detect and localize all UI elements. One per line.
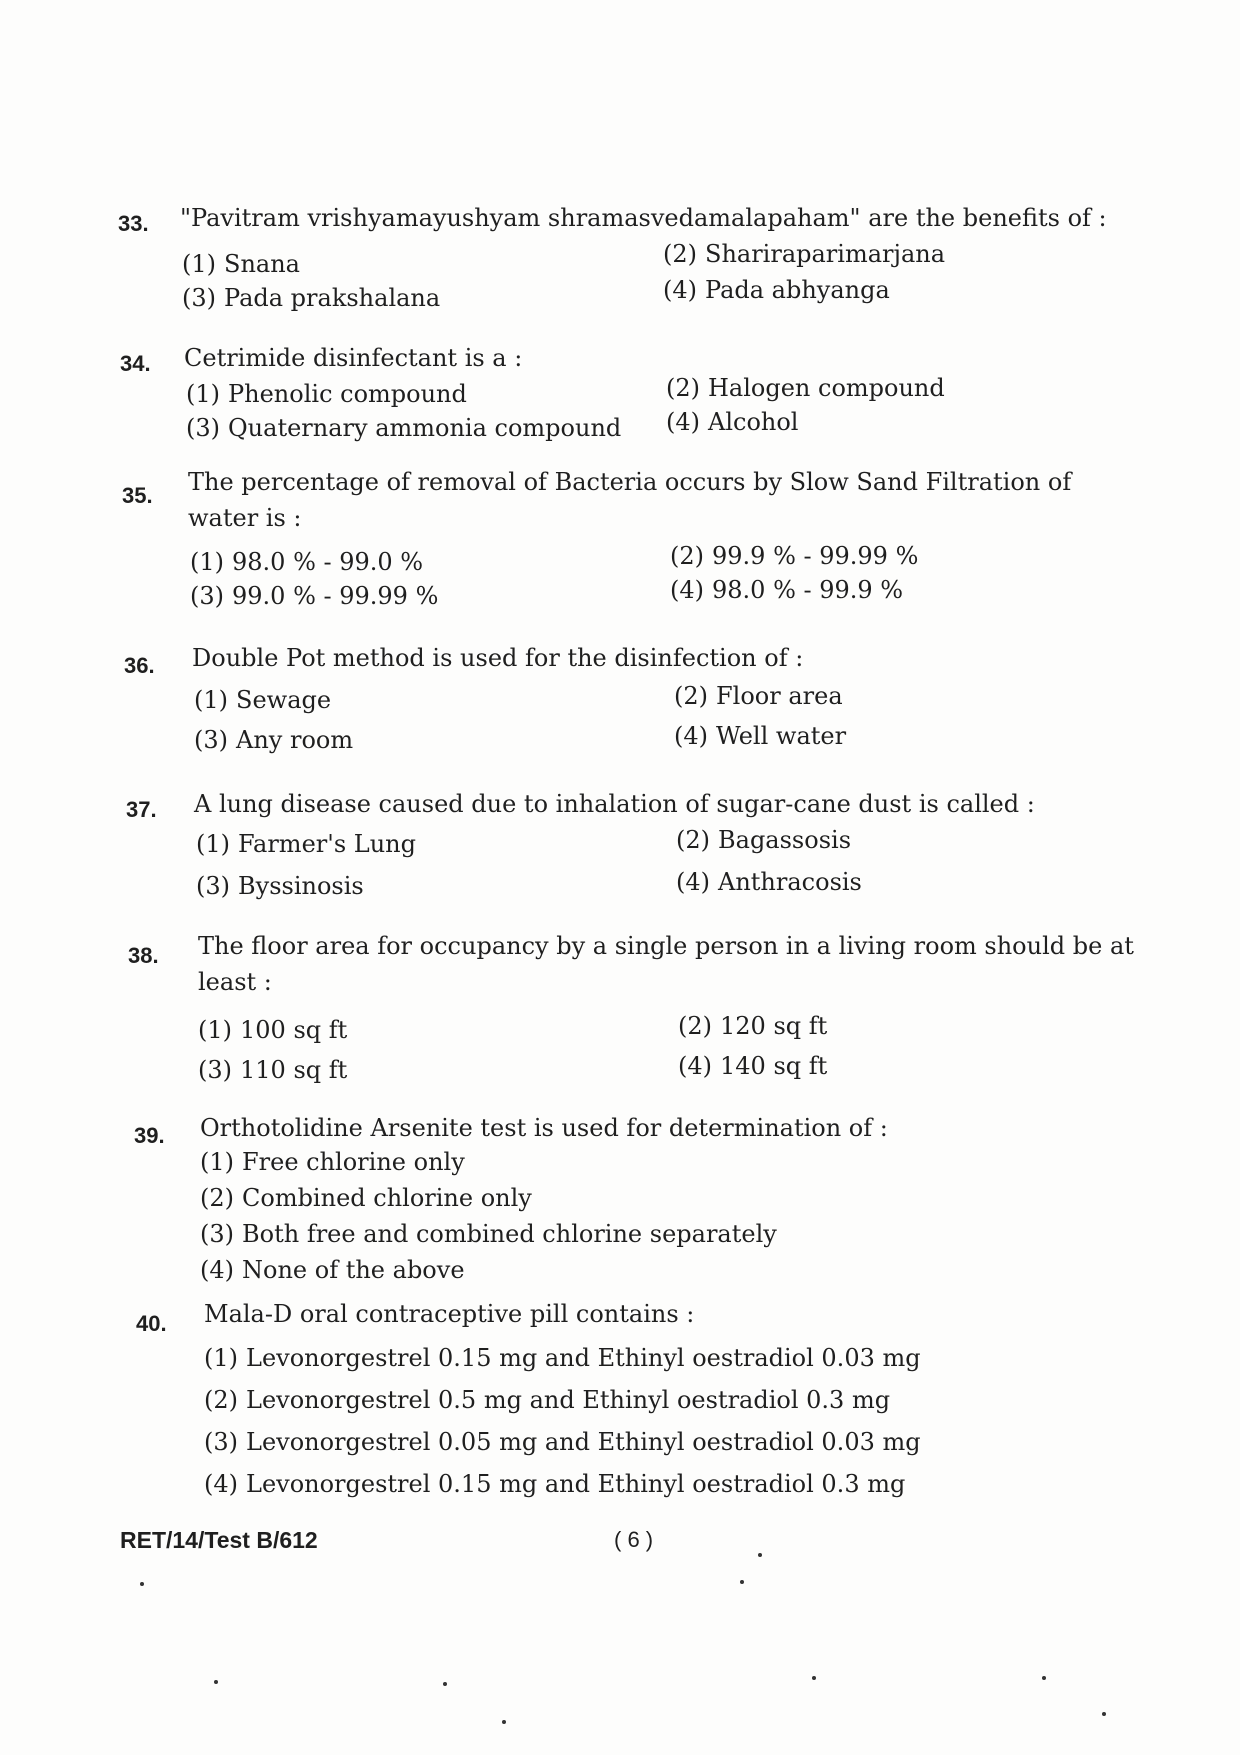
option-text: Halogen compound [708,374,945,402]
exam-code: RET/14/Test B/612 [120,1527,318,1553]
scan-speck [214,1680,218,1684]
option-number: (4) [670,576,704,604]
scan-speck [1042,1676,1046,1680]
option-2 [670,538,918,574]
option-number: (1) [186,380,220,408]
option-2 [666,370,945,406]
option-3 [182,280,440,316]
option-1 [198,1012,347,1048]
option-text: Phenolic compound [228,380,467,408]
option-number: (3) [198,1056,232,1084]
question-number: 40. [136,1311,167,1336]
option-text: Floor area [716,682,843,710]
question-text: A lung disease caused due to inhalation of sugar-cane dust is called : [194,790,1035,818]
scan-speck [812,1676,816,1680]
scan-speck [740,1580,744,1584]
option-number: (1) [194,686,228,714]
option-1 [204,1340,921,1376]
option-3 [190,578,438,614]
option-text: 99.0 % - 99.99 % [232,582,439,610]
option-number: (3) [186,414,220,442]
scan-speck [1102,1712,1106,1716]
option-number: (2) [200,1184,234,1212]
option-number: (4) [676,868,710,896]
scan-speck [140,1582,144,1586]
question-number: 37. [126,797,157,822]
option-text: Any room [236,726,354,754]
question-text: "Pavitram vrishyamayushyam shramasvedamalapaham" are the benefits of : [180,204,1107,232]
option-number: (2) [676,826,710,854]
option-number: (1) [200,1148,234,1176]
option-text: Combined chlorine only [242,1184,532,1212]
option-3 [200,1216,777,1252]
option-2 [663,236,945,272]
option-number: (4) [663,276,697,304]
option-number: (2) [663,240,697,268]
question-number: 38. [128,943,159,968]
option-number: (1) [198,1016,232,1044]
option-1 [190,544,423,580]
option-3 [194,722,353,758]
option-4 [674,718,846,754]
option-text: 120 sq ft [720,1012,828,1040]
option-number: (4) [200,1256,234,1284]
option-1 [196,826,416,862]
option-3 [196,868,364,904]
option-number: (2) [678,1012,712,1040]
option-2 [674,678,843,714]
option-number: (1) [196,830,230,858]
option-1 [200,1144,465,1180]
option-number: (4) [204,1470,238,1498]
option-3 [204,1424,921,1460]
option-3 [186,410,621,446]
option-text: Farmer's Lung [238,830,416,858]
question-number: 34. [120,351,151,376]
option-1 [182,246,300,282]
option-number: (2) [666,374,700,402]
option-number: (4) [674,722,708,750]
option-number: (1) [190,548,224,576]
option-text: Levonorgestrel 0.15 mg and Ethinyl oestradiol 0.03 mg [246,1344,921,1372]
question-number: 33. [118,211,149,236]
option-2 [200,1180,532,1216]
option-number: (4) [666,408,700,436]
option-number: (3) [194,726,228,754]
option-4 [200,1252,465,1288]
option-number: (1) [182,250,216,278]
option-number: (2) [204,1386,238,1414]
option-1 [194,682,331,718]
option-text: Alcohol [708,408,799,436]
option-number: (3) [196,872,230,900]
option-text: Levonorgestrel 0.05 mg and Ethinyl oestradiol 0.03 mg [246,1428,921,1456]
option-text: None of the above [242,1256,465,1284]
option-4 [670,572,903,608]
option-number: (2) [670,542,704,570]
option-text: 100 sq ft [240,1016,348,1044]
option-number: (3) [200,1220,234,1248]
option-4 [678,1048,827,1084]
option-text: Quaternary ammonia compound [228,414,622,442]
option-3 [198,1052,347,1088]
option-2 [678,1008,827,1044]
option-text: Shariraparimarjana [705,240,946,268]
option-number: (3) [204,1428,238,1456]
option-4 [204,1466,905,1502]
option-number: (2) [674,682,708,710]
option-text: Bagassosis [718,826,852,854]
question-text: Cetrimide disinfectant is a : [184,344,523,372]
question-text: Double Pot method is used for the disinfection of : [192,644,804,672]
page-number: ( 6 ) [614,1527,654,1552]
option-text: Both free and combined chlorine separately [242,1220,777,1248]
option-text: Pada abhyanga [705,276,890,304]
option-text: Levonorgestrel 0.5 mg and Ethinyl oestradiol 0.3 mg [246,1386,891,1414]
option-4 [676,864,862,900]
option-number: (1) [204,1344,238,1372]
question-text: Mala-D oral contraceptive pill contains : [204,1300,695,1328]
option-text: Free chlorine only [242,1148,465,1176]
option-text: 98.0 % - 99.0 % [232,548,424,576]
option-number: (4) [678,1052,712,1080]
option-2 [676,822,851,858]
option-text: 140 sq ft [720,1052,828,1080]
question-number: 39. [134,1123,165,1148]
option-2 [204,1382,890,1418]
option-text: Byssinosis [238,872,364,900]
option-text: Sewage [236,686,332,714]
question-text: The percentage of removal of Bacteria occurs by Slow Sand Filtration of water is : [188,468,1072,532]
question-text: The floor area for occupancy by a single person in a living room should be at least : [198,932,1134,996]
option-text: Pada prakshalana [224,284,441,312]
question-text: Orthotolidine Arsenite test is used for determination of : [200,1114,888,1142]
option-text: Anthracosis [718,868,862,896]
scan-speck [502,1720,506,1724]
question-number: 36. [124,653,155,678]
option-number: (3) [190,582,224,610]
question-number: 35. [122,483,153,508]
option-1 [186,376,467,412]
option-4 [663,272,890,308]
option-4 [666,404,798,440]
option-text: Snana [224,250,300,278]
option-text: 110 sq ft [240,1056,348,1084]
option-text: Levonorgestrel 0.15 mg and Ethinyl oestradiol 0.3 mg [246,1470,906,1498]
option-text: 98.0 % - 99.9 % [712,576,904,604]
scan-speck [758,1553,762,1557]
option-number: (3) [182,284,216,312]
option-text: Well water [716,722,847,750]
scan-speck [443,1682,447,1686]
option-text: 99.9 % - 99.99 % [712,542,919,570]
